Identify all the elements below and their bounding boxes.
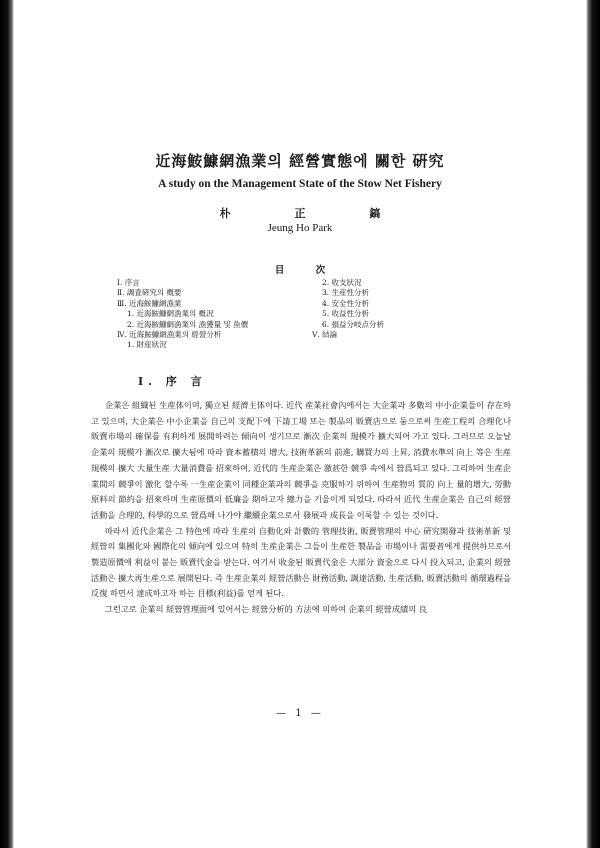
toc-item: 1. 財産狀況	[127, 340, 167, 350]
toc-item: Ⅱ. 調査硏究의 槪要	[117, 288, 182, 298]
author-name-english: Jeung Ho Park	[267, 222, 333, 234]
toc-item: 1. 近海鮟鱇網漁業의 槪況	[127, 309, 214, 319]
toc-item: Ⅰ. 序言	[117, 278, 140, 287]
toc-item: 6. 損益分岐点分析	[322, 319, 385, 329]
toc-item: 2. 近海鮟鱇網漁業의 漁獲量 및 魚價	[127, 319, 249, 329]
paper-title-english: A study on the Management State of the Stow Net Fishery	[158, 178, 442, 190]
toc-item: Ⅲ. 近海鮟鱇網漁業	[117, 298, 182, 308]
body-paragraph: 企業은 組織된 生産体이며, 獨立된 經濟主体이다. 近代 産業社會內에서는 大企業과 多數의 中小企業들이 存在하고 있으며, 大企業은 中小企業을 自己의 支配下에 下請工場 또는 製品의 販賣店으로 둠으로써 生産工程의 合理化나 販賣市場의 確保를 有利하게 展開하려는 傾向이 생기므로 漸次 企業의 規模가 擴大되어 가고 있다. 그러므로 오늘날 企業의 規模가 漸次로 擴大됨에 따라 資本蓄積의 增大, 技術革新의 前進, 購買力의 上昇, 消費水準의 向上 等은 生産規模의 擴大 大量生産 大量消費를 招來하여, 近代的 生産企業은 激甚한 競爭 속에서 營爲되고 있다. 그리하여 生産企業間의 競爭이 激化 할수록 一生産企業이 同種企業과의 競爭을 克服하기 위하여 生産物의 質的 向上 量的增大, 勞動 原料의 節約을 招來하며 生産原價의 低廉을 期하고자 總力을 기울이게 되었다. 따라서 近代 生産企業은 自己의 經營活動을 合理的, 科學的으로 營爲해 나가야 繼續企業으로서 發展과 成長을 이룩할 수 있는 것이다.	[91, 400, 511, 520]
toc-item: 2. 收支狀況	[322, 278, 362, 287]
scan-border-right	[586, 0, 600, 848]
toc-item: Ⅳ. 近海鮟鱇網漁業의 經營分析	[117, 330, 222, 340]
toc-item: 4. 安全性分析	[322, 298, 370, 308]
page-number: — 1 —	[276, 708, 324, 719]
section-heading: Ⅰ. 序 言	[138, 375, 207, 388]
body-text	[91, 398, 511, 618]
author-name-korean: 朴 正 鎬	[219, 207, 411, 220]
toc-right-column	[312, 278, 512, 340]
toc-left-column	[117, 278, 317, 351]
table-of-contents-title: 目 次	[274, 265, 340, 276]
toc-item: 3. 生産性分析	[322, 288, 370, 298]
toc-item: Ⅴ. 結論	[312, 330, 338, 340]
body-paragraph: 그런고로 企業의 經營管理面에 있어서는 經營分析的 方法에 의하여 企業의 經營成績의 良	[105, 604, 427, 615]
toc-item: 5. 收益性分析	[322, 309, 370, 319]
scan-border-left	[0, 0, 14, 848]
body-paragraph: 따라서 近代企業은 그 特色에 따라 生産의 自動化와 計數的 管理技術, 販賣管理의 中心 硏究開發과 技術革新 및 經營의 集團化와 國際化의 傾向에 있으며 特히 生産企業은 그들이 生産한 製品을 市場이나 需要者에게 提供하므로서 製造原價에 利益이 붙는 販賣代金을 받는다. 여기서 收金된 販賣代金은 大部分 資金으로 다시 投入되고, 企業의 經營活動은 擴大再生産으로 展開된다. 즉 生産企業의 經營活動은 財務活動, 調達活動, 生産活動, 販賣活動의 循環過程을 反復 하면서 達成하고자 하는 目標(利益)를 얻게 된다.	[91, 525, 511, 599]
paper-title-korean: 近海鮟鱇網漁業의 經營實態에 關한 硏究	[155, 152, 445, 170]
